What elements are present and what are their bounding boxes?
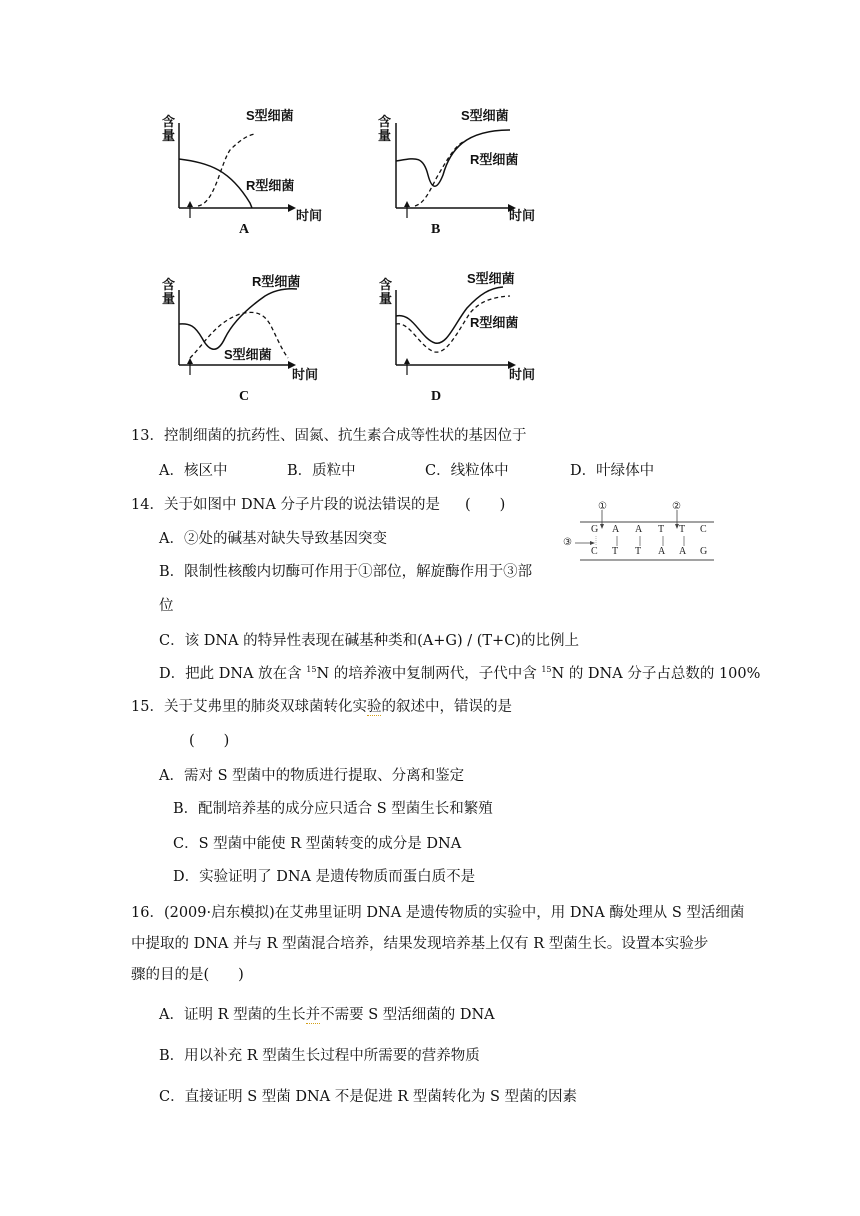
graph-d [375, 268, 575, 418]
mark-2: ② [672, 501, 681, 512]
graph-caption: B [431, 222, 441, 237]
r-bacteria-label: R型细菌 [246, 178, 295, 193]
mark-1: ① [598, 501, 607, 512]
top-base: A [635, 524, 643, 535]
q14-option-a: A．②处的碱基对缺失导致基因突变 [159, 531, 387, 547]
q16-option-c: C．直接证明 S 型菌 DNA 不是促进 R 型菌转化为 S 型菌的因素 [159, 1089, 578, 1105]
q16-stem-line-1: 16．(2009·启东模拟)在艾弗里证明 DNA 是遗传物质的实验中，用 DNA 酶处理从 S 型活细菌 [131, 905, 745, 921]
q14-answer-blank: ( ) [465, 497, 506, 513]
q14-option-c: C．该 DNA 的特异性表现在碱基种类和(A+G) / (T+C)的比例上 [159, 633, 579, 649]
y-axis-label: 含量 [379, 277, 393, 306]
mark-3: ③ [563, 537, 572, 548]
q14-option-b-cont: 位 [159, 598, 174, 614]
graph-caption: D [431, 389, 442, 404]
s-bacteria-label: S型细菌 [461, 108, 509, 123]
q13-option-b: B．质粒中 [287, 463, 356, 479]
graph-c-plot [160, 268, 360, 418]
s-bacteria-label: S型细菌 [246, 108, 294, 123]
top-base: T [658, 524, 665, 535]
bottom-base: A [658, 546, 666, 557]
q15-option-d: D．实验证明了 DNA 是遗传物质而蛋白质不是 [173, 869, 476, 885]
bottom-base: T [612, 546, 619, 557]
x-axis-label: 时间 [509, 367, 536, 382]
r-bacteria-label: R型细菌 [252, 274, 301, 289]
q15-option-a: A．需对 S 型菌中的物质进行提取、分离和鉴定 [159, 768, 465, 784]
y-axis-label: 含量 [162, 277, 176, 306]
s-bacteria-curve [415, 141, 465, 206]
s-bacteria-curve [198, 134, 255, 206]
bottom-base: C [591, 546, 598, 557]
q13-stem: 13．控制细菌的抗药性、固氮、抗生素合成等性状的基因位于 [131, 428, 527, 444]
graph-d-plot [375, 268, 575, 418]
q16-stem-line-3: 骤的目的是( ) [131, 967, 244, 983]
s-bacteria-label: S型细菌 [224, 347, 272, 362]
graph-caption: C [239, 389, 250, 404]
bottom-base: G [700, 546, 708, 557]
q13-option-d: D．叶绿体中 [570, 463, 655, 479]
top-base: T [679, 524, 686, 535]
top-base: C [700, 524, 707, 535]
q15-answer-blank: ( ) [189, 733, 230, 749]
q13-option-c: C．线粒体中 [425, 463, 509, 479]
r-bacteria-curve [179, 289, 297, 349]
q15-option-c: C．S 型菌中能使 R 型菌转变的成分是 DNA [173, 836, 462, 852]
q15-option-b: B．配制培养基的成分应只适合 S 型菌生长和繁殖 [173, 801, 493, 817]
graph-b-plot [375, 105, 575, 255]
graph-b [375, 105, 575, 255]
x-axis-label: 时间 [292, 367, 319, 382]
s-bacteria-label: S型细菌 [467, 271, 515, 286]
bottom-base: T [635, 546, 642, 557]
bottom-base: A [679, 546, 687, 557]
y-axis-label: 含量 [162, 114, 176, 143]
q16-option-a: A．证明 R 型菌的生长并不需要 S 型活细菌的 DNA [159, 1007, 495, 1023]
graph-a [160, 105, 360, 255]
x-axis-label: 时间 [296, 208, 323, 223]
q15-stem: 15．关于艾弗里的肺炎双球菌转化实验的叙述中，错误的是 [131, 699, 512, 715]
graph-c [160, 268, 360, 418]
q13-option-a: A．核区中 [159, 463, 228, 479]
dna-fragment-figure [560, 500, 720, 566]
x-axis-label: 时间 [509, 208, 536, 223]
y-axis-label: 含量 [378, 114, 392, 143]
q14-stem: 14．关于如图中 DNA 分子片段的说法错误的是 [131, 497, 440, 513]
q16-option-b: B．用以补充 R 型菌生长过程中所需要的营养物质 [159, 1048, 480, 1064]
top-base: A [612, 524, 620, 535]
graph-caption: A [239, 222, 250, 237]
r-bacteria-label: R型细菌 [470, 152, 519, 167]
r-bacteria-label: R型细菌 [470, 315, 519, 330]
top-base: G [591, 524, 599, 535]
q16-stem-line-2: 中提取的 DNA 并与 R 型菌混合培养，结果发现培养基上仅有 R 型菌生长。设置本实验步 [131, 936, 709, 952]
r-bacteria-curve [179, 159, 252, 208]
q14-option-d: D．把此 DNA 放在含 $^{15}$N 的培养液中复制两代，子代中含 $^{15}$N 的 DNA 分子占总数的 100% [159, 665, 761, 682]
q14-option-b: B．限制性核酸内切酶可作用于①部位，解旋酶作用于③部 [159, 564, 533, 580]
